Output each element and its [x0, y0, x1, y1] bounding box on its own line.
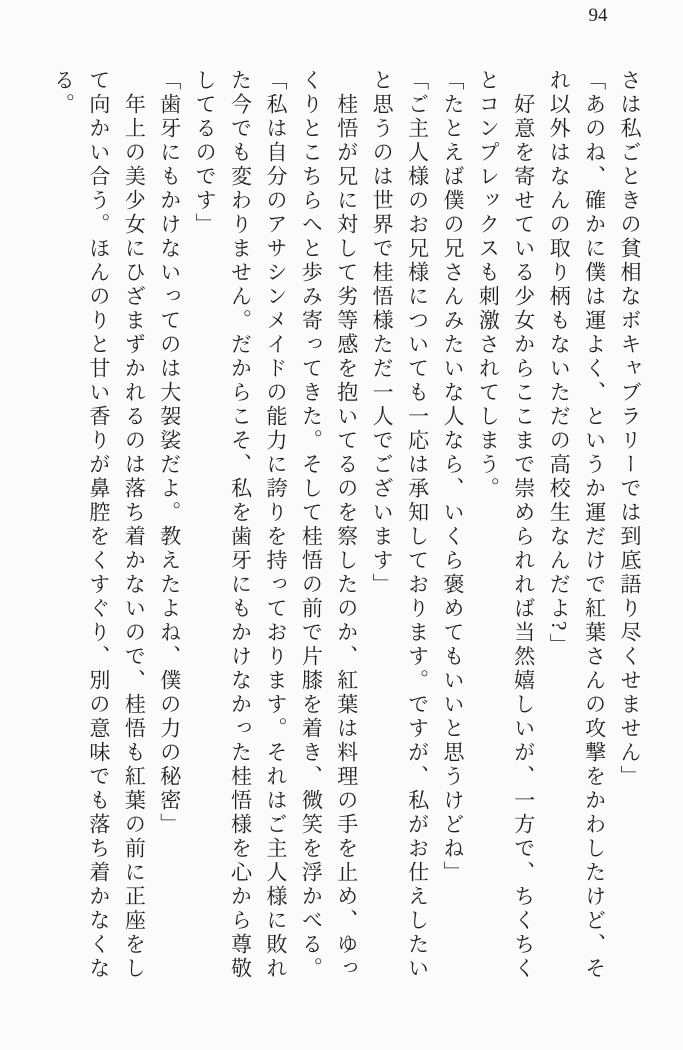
text-column: とコンプレックスも刺激されてしまう。	[476, 69, 501, 501]
text-column: と思うのは世界で桂悟様ただ一人でございます」	[370, 69, 395, 597]
text-column: してるのです」	[193, 69, 218, 237]
text-column: 好意を寄せている少女からここまで崇められれば当然嬉しいが、一方で、ちくちく	[511, 69, 536, 981]
text-column: 年上の美少女にひざまずかれるのは落ち着かないので、桂悟も紅葉の前に正座をし	[122, 69, 147, 981]
text-column: 「たとえば僕の兄さんみたいな人なら、いくら褒めてもいいと思うけどね」	[440, 69, 465, 885]
text-column: 「歯牙にもかけないってのは大袈裟だよ。教えたよね、僕の力の秘密」	[157, 69, 182, 837]
body-text-block	[45, 69, 647, 1001]
text-column: さは私ごときの貧相なボキャブラリーでは到底語り尽くせません」	[618, 69, 642, 789]
text-column: れ以外はなんの取り柄もないただの高校生なんだよ?」	[547, 69, 572, 658]
text-column: る。	[51, 69, 76, 117]
text-column: 「私は自分のアサシンメイドの能力に誇りを持っております。それはご主人様に敗れ	[263, 69, 288, 981]
text-column: くりとこちらへと歩み寄ってきた。そして桂悟の前で片膝を着き、微笑を浮かべる。	[299, 69, 324, 981]
text-column: て向かい合う。ほんのりと甘い香りが鼻腔をくすぐり、別の意味でも落ち着かなくな	[86, 69, 111, 981]
page-number: 94	[588, 5, 608, 26]
text-column: た今でも変わりません。だからこそ、私を歯牙にもかけなかった桂悟様を心から尊敬	[228, 69, 253, 981]
text-column: 桂悟が兄に対して劣等感を抱いてるのを察したのか、紅葉は料理の手を止め、ゆっ	[334, 69, 359, 981]
text-column: 「あのね、確かに僕は運よく、というか運だけで紅葉さんの攻撃をかわしたけど、そ	[582, 69, 607, 981]
text-column: 「ご主人様のお兄様についても一応は承知しております。ですが、私がお仕えしたい	[405, 69, 430, 981]
